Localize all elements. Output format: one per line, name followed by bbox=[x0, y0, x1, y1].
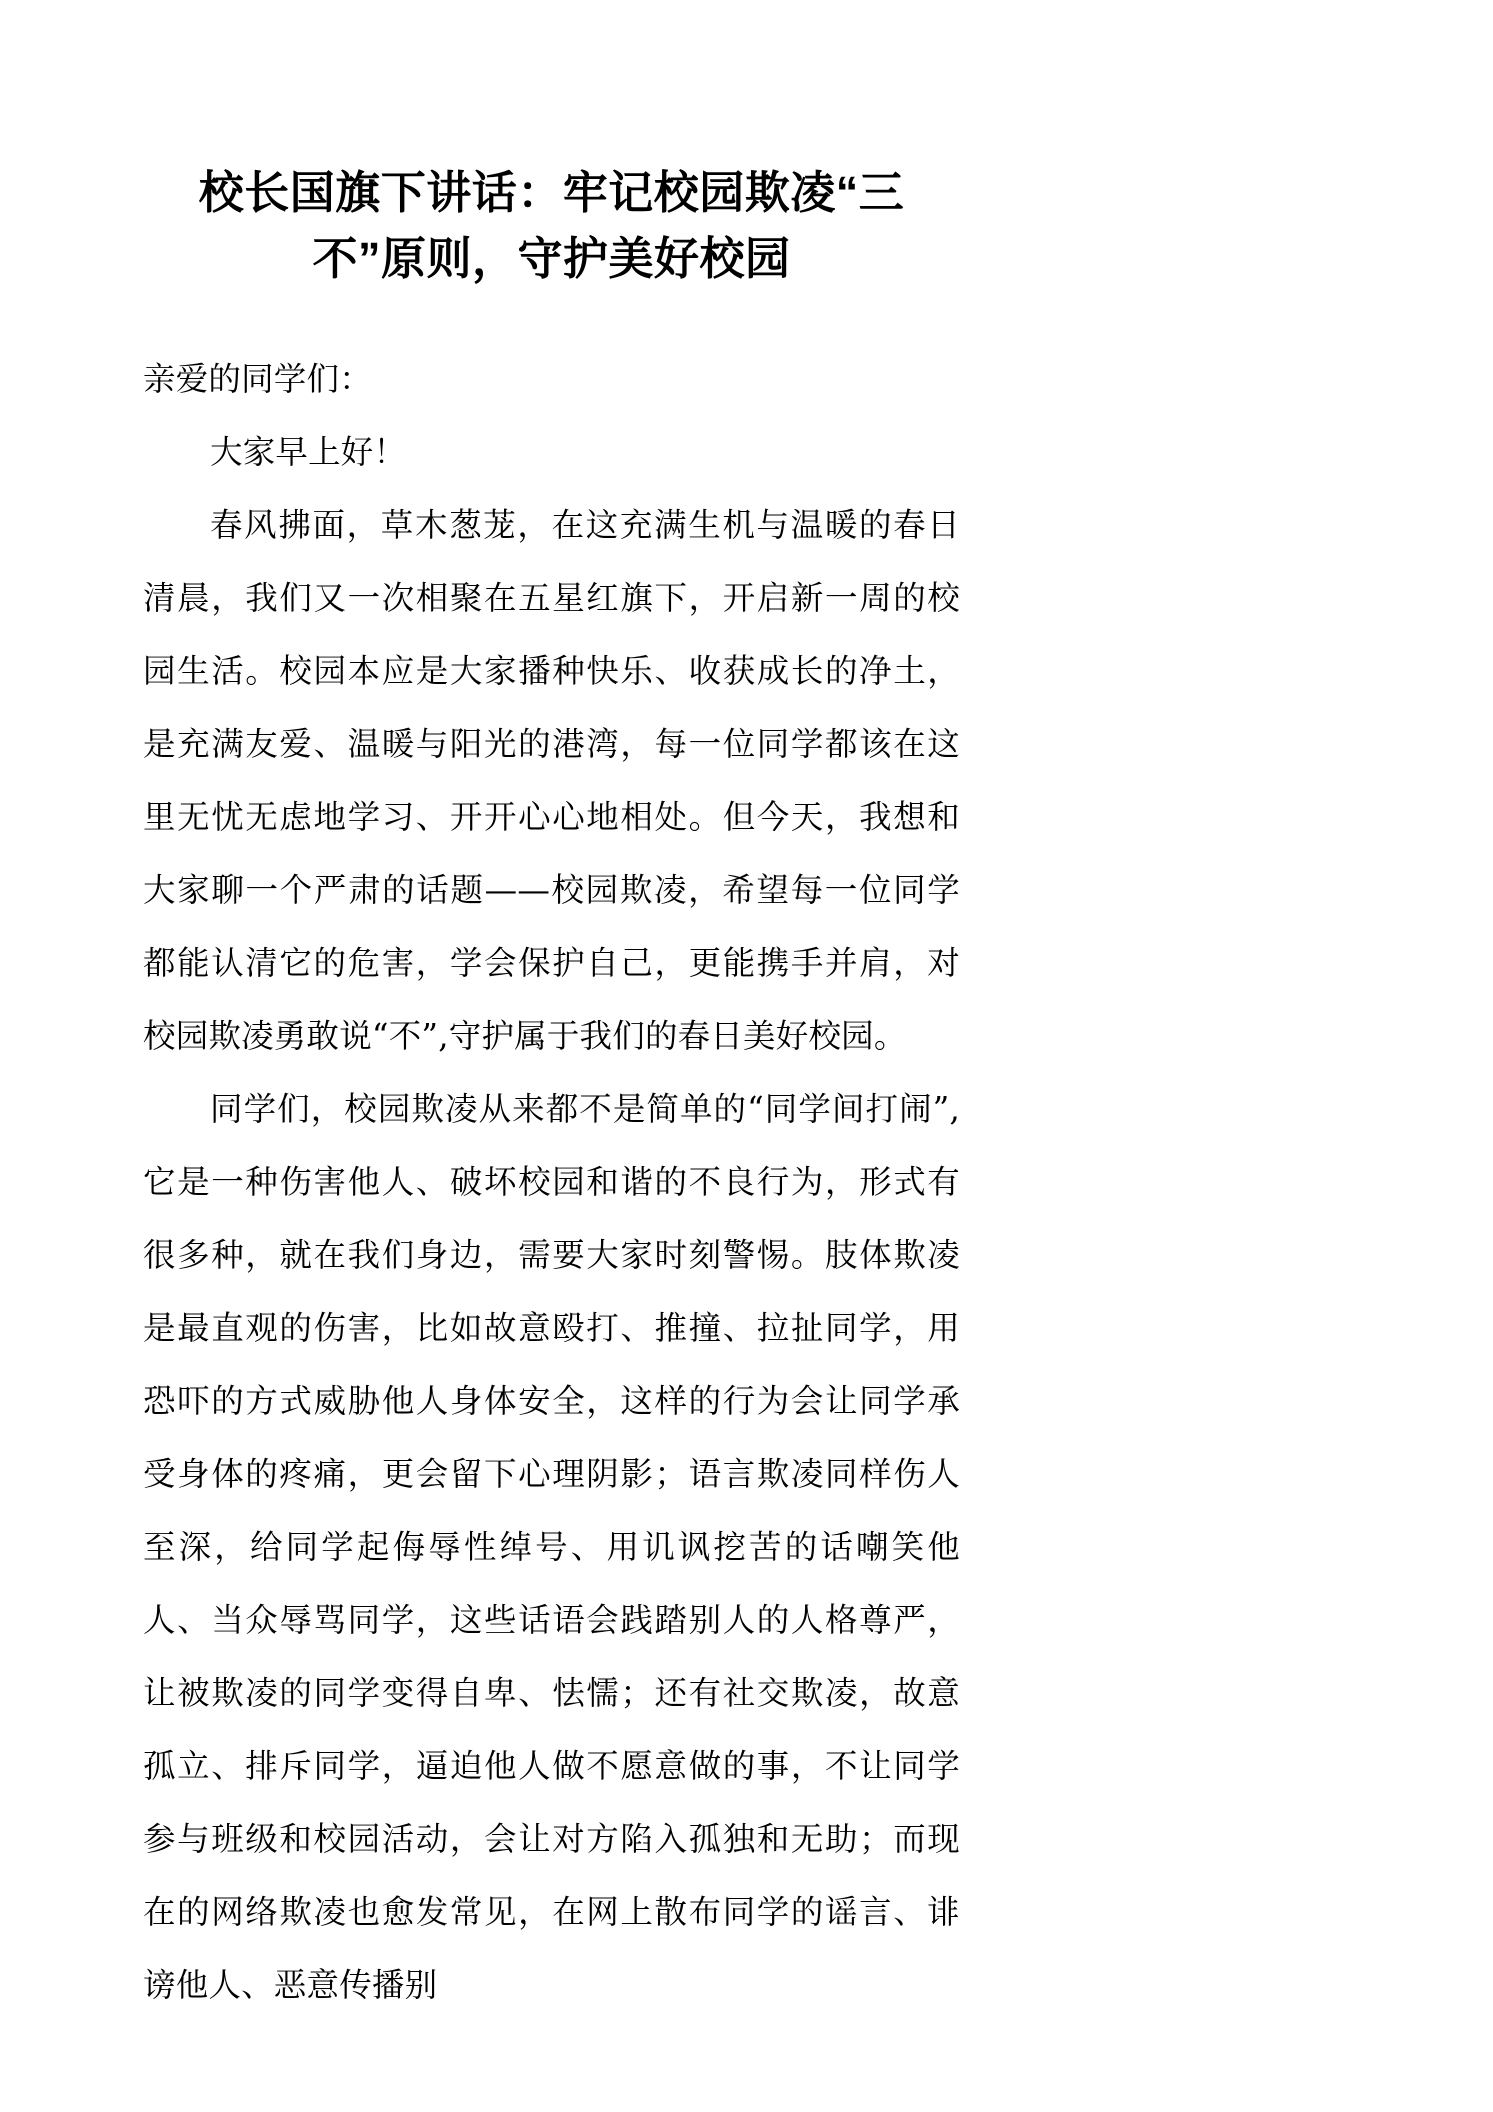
page-content bbox=[143, 0, 960, 2022]
paragraph-salutation: 亲爱的同学们： bbox=[143, 360, 372, 399]
paragraph-definition: 同学们，校园欺凌从来都不是简单的“同学间打闹”,它是一种伤害他人、破坏校园和谐的不良行为，形式有很多种，就在我们身边，需要大家时刻警惕。肢体欺凌是最直观的伤害，比如故意殴打、推撞、拉扯同学，用恐吓的方式威胁他人身体安全，这样的行为会让同学承受身体的疼痛，更会留下心理阴影；语言欺凌同样伤人至深，给同学起侮辱性绰号、用讥讽挖苦的话嘲笑他人、当众辱骂同学，这些话语会践踏别人的人格尊严，让被欺凌的同学变得自卑、怯懦；还有社交欺凌，故意孤立、排斥同学，逼迫他人做不愿意做的事，不让同学参与班级和校园活动，会让对方陷入孤独和无助；而现在的网络欺凌也愈发常见，在网上散布同学的谣言、诽谤他人、恶意传播别 bbox=[143, 1090, 960, 2005]
paragraph-greeting: 大家早上好！ bbox=[210, 433, 407, 472]
page-title: 校长国旗下讲话：牢记校园欺凌“三不”原则，守护美好校园 bbox=[198, 167, 905, 284]
paragraph-opening: 春风拂面，草木葱茏，在这充满生机与温暖的春日清晨，我们又一次相聚在五星红旗下，开启新一周的校园生活。校园本应是大家播种快乐、收获成长的净土，是充满友爱、温暖与阳光的港湾，每一位同学都该在这里无忧无虑地学习、开开心心地相处。但今天，我想和大家聊一个严肃的话题——校园欺凌，希望每一位同学都能认清它的危害，学会保护自己，更能携手并肩，对校园欺凌勇敢说“不”,守护属于我们的春日美好校园。 bbox=[143, 506, 960, 1056]
document-body bbox=[143, 291, 960, 2022]
